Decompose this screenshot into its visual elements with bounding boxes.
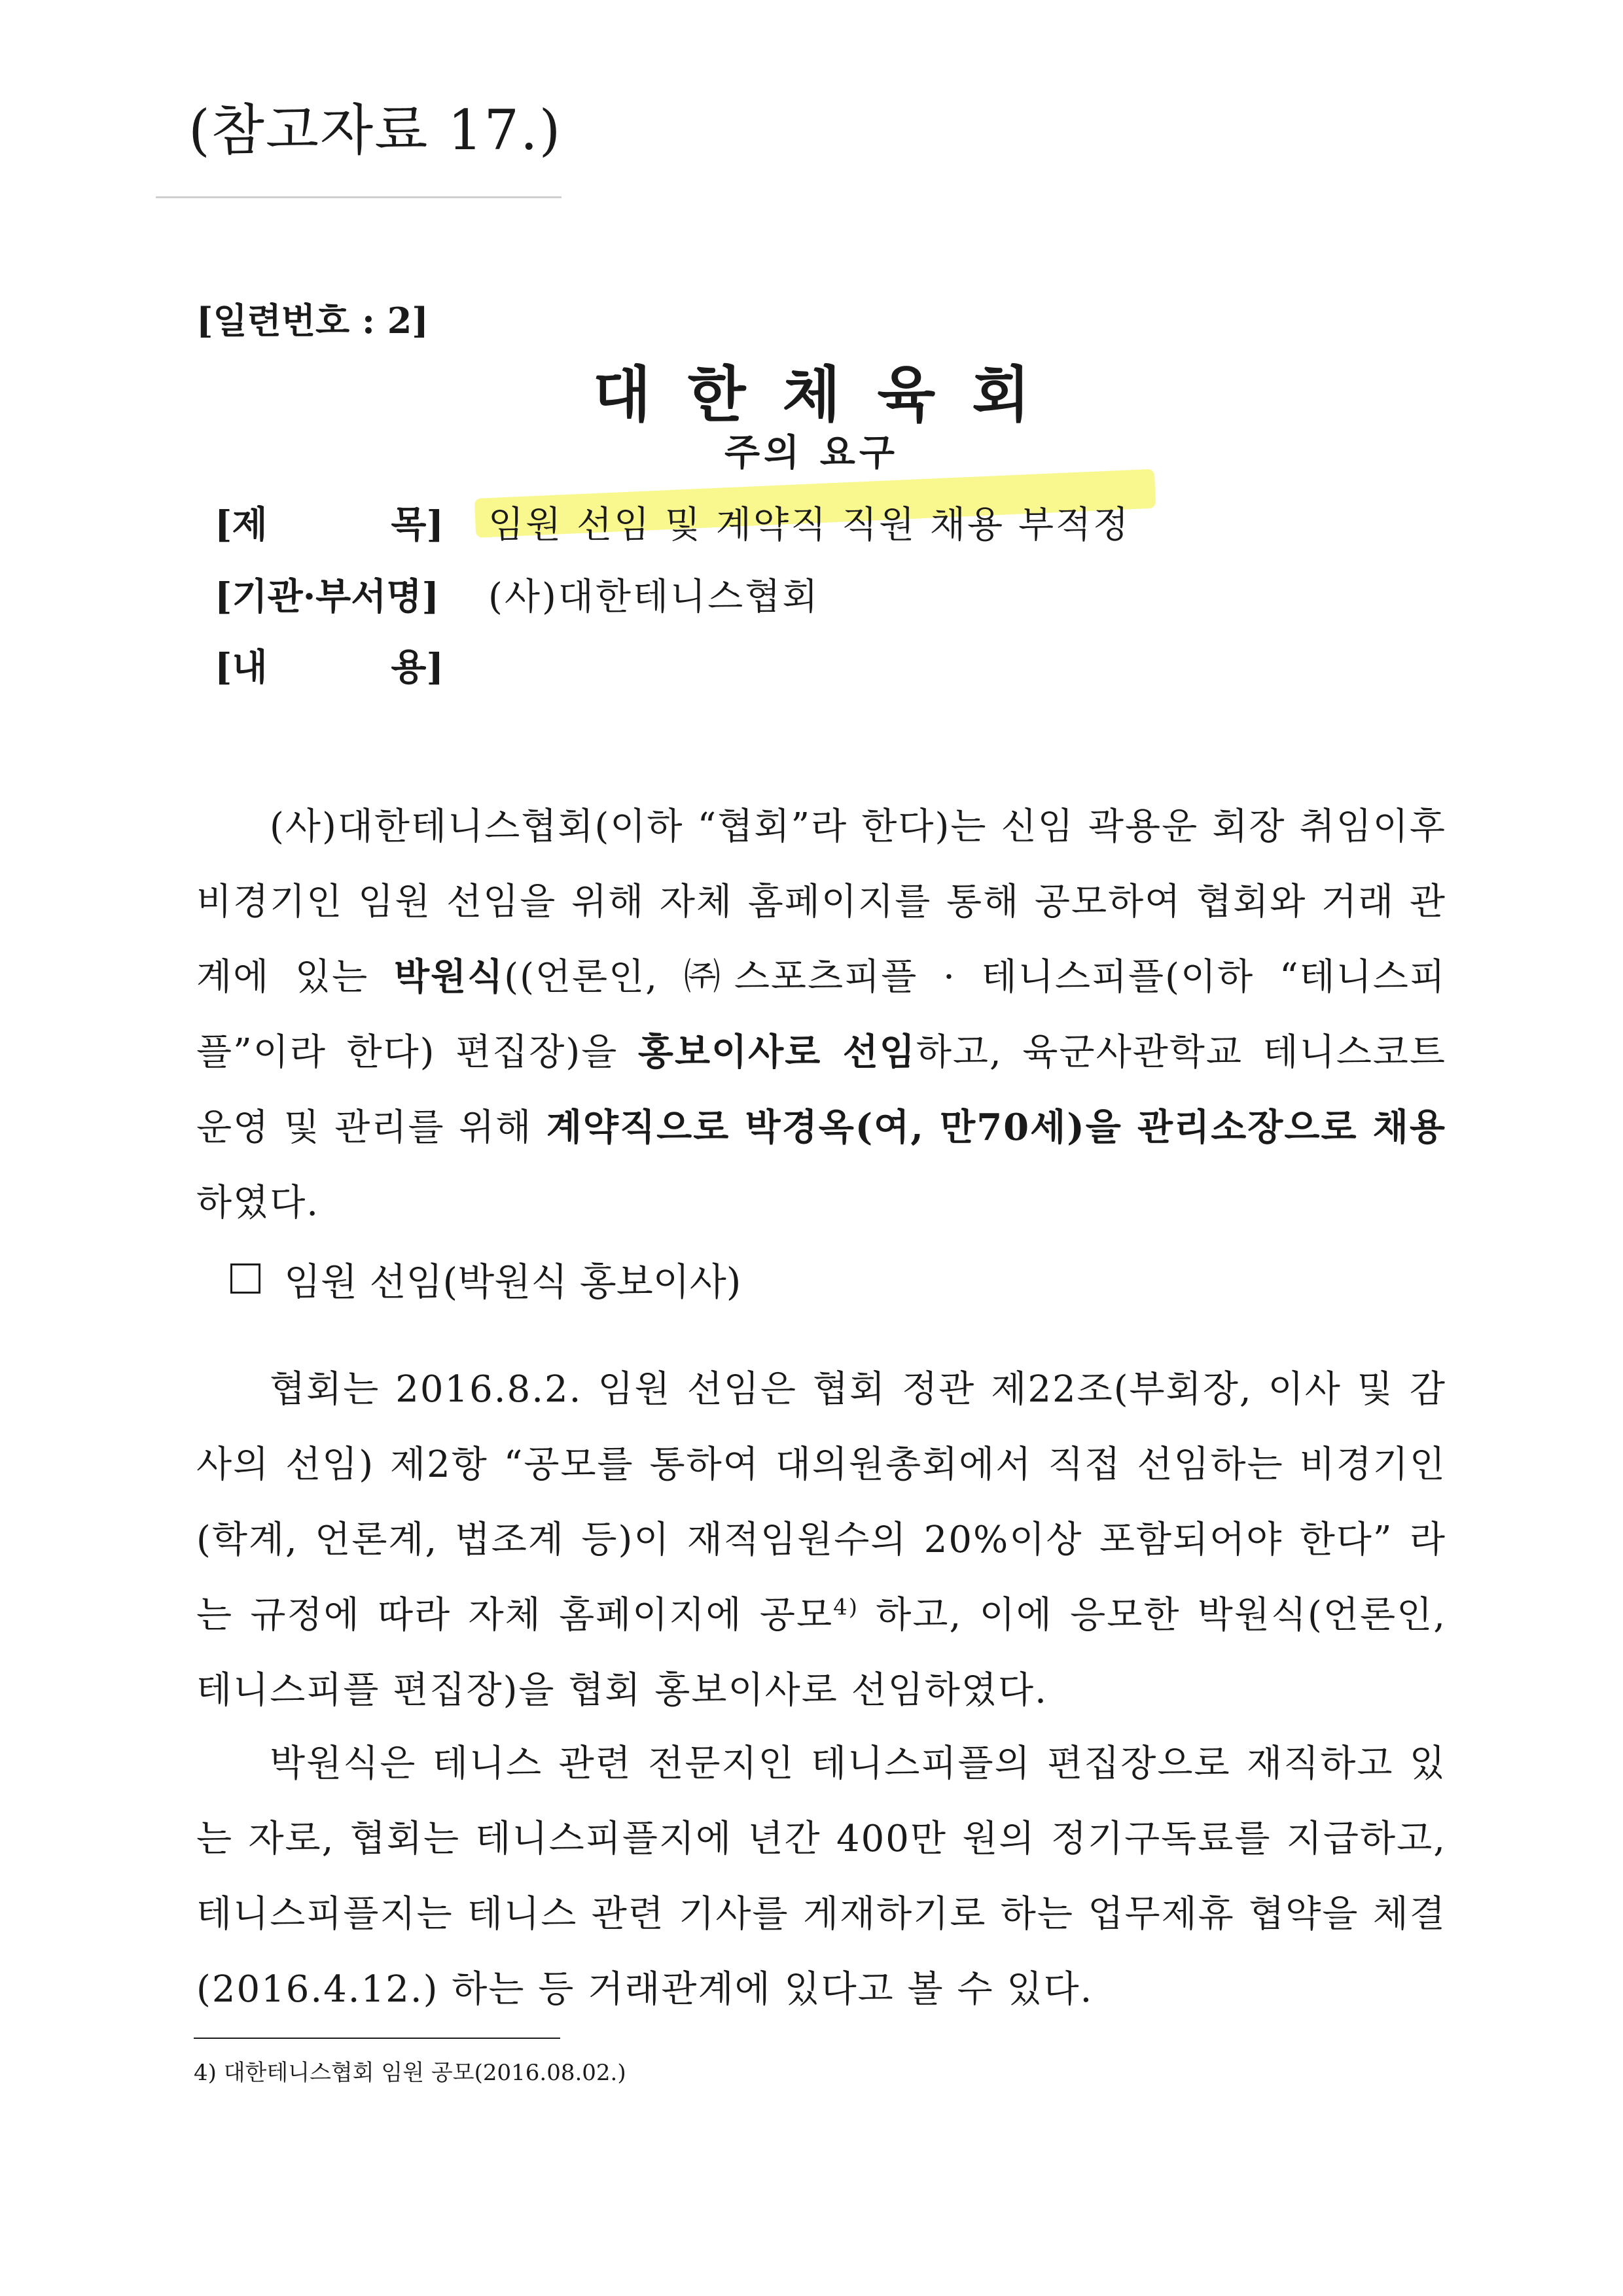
subject-value: 임원 선임 및 계약직 직원 채용 부적정 <box>488 504 1131 546</box>
content-label-left: [내 <box>215 646 268 689</box>
intro-paragraph <box>196 789 1446 1241</box>
section-heading-text: 임원 선임(박원식 홍보이사) <box>284 1260 741 1304</box>
intro-bold-hiring: 계약직으로 박경옥(여, 만70세)을 관리소장으로 채용 <box>546 1106 1446 1149</box>
paragraph-appointment <box>196 1352 1446 1728</box>
footnote: 4) 대한테니스협회 임원 공모(2016.08.02.) <box>194 2060 626 2086</box>
intro-bold-name: 박원식 <box>393 955 505 998</box>
subject-label-right: 목] <box>391 503 444 546</box>
subject-label <box>215 496 444 546</box>
footnote-divider <box>194 2038 560 2039</box>
paragraph-relationship-text: 박원식은 테니스 관련 전문지인 테니스피플의 편집장으로 재직하고 있는 자로, 협회는 테니스피플지에 년간 400만 원의 정기구독료를 지급하고, 테니스피플지는 테니스 관련 기사를 게재하기로 하는 업무제휴 협약을 체결(2016.4.12.) 하는 등 거래관계에 있다고 볼 수 있다. <box>196 1742 1446 2011</box>
intro-text-3: 하고, 육군사관학교 테니스코트 운영 및 관리를 위해 <box>196 1031 1447 1149</box>
intro-text-1: (사)대한테니스협회(이하 “협회”라 한다)는 신임 곽용운 회장 취임이후 비경기인 임원 선임을 위해 자체 홈페이지를 통해 공모하여 협회와 거래 관계에 있는 <box>196 805 1446 998</box>
intro-text-2: ((언론인, ㈜스포츠피플 · 테니스피플(이하 “테니스피플”이라 한다) 편집장)을 <box>196 956 1446 1074</box>
paragraph-appointment-text: 협회는 2016.8.2. 임원 선임은 협회 정관 제22조(부회장, 이사 및 감사의 선임) 제2항 “공모를 통하여 대의원총회에서 직접 선임하는 비경기인(학계, 언론계, 법조계 등)이 재적임원수의 20%이상 포함되어야 한다” 라는 규정에 따라 자체 홈페이지에 공모 <box>196 1368 1446 1636</box>
department-value: (사)대한테니스협회 <box>488 576 820 618</box>
intro-text-4: 하였다. <box>196 1182 320 1224</box>
subject-label-left: [제 <box>215 503 268 546</box>
organization-title: 대한체육회 <box>592 359 1067 430</box>
footnote-reference: 4) <box>833 1594 859 1621</box>
department-label: [기관·부서명] <box>215 575 439 618</box>
reference-label: (참고자료 17.) <box>188 98 562 162</box>
notice-type: 주의 요구 <box>724 431 899 474</box>
intro-bold-appointment: 홍보이사로 선임 <box>637 1031 916 1074</box>
reference-underline <box>156 196 562 198</box>
section-heading <box>230 1251 741 1306</box>
content-label <box>215 639 444 689</box>
content-label-right: 용] <box>391 646 444 689</box>
paragraph-appointment-text-after: 하고, 이에 응모한 박원식(언론인, 테니스피플 편집장)을 협회 홍보이사로 선임하였다. <box>196 1594 1446 1712</box>
paragraph-relationship <box>196 1726 1446 2027</box>
serial-number: [일련번호 : 2] <box>196 300 429 342</box>
checkbox-square-icon <box>230 1263 260 1294</box>
